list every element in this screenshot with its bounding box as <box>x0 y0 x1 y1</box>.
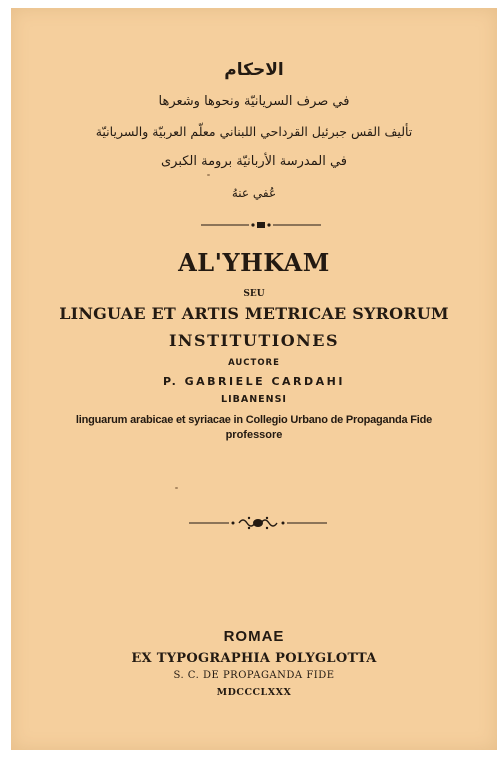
arabic-subtitle-line-4: عُفي عنهُ <box>231 186 277 200</box>
arabic-title: الاحكام <box>224 60 284 80</box>
author-description-line-1: linguarum arabicae et syriacae in Collegio Urbano de Propaganda Fide <box>75 414 433 426</box>
title-page <box>11 8 497 750</box>
author-origin: LIBANENSI <box>221 394 287 405</box>
seu-conjunction: SEU <box>243 289 265 299</box>
auctore-label: AUCTORE <box>228 358 280 368</box>
arabic-subtitle-line-3: في المدرسة الأربانيّة برومة الكبرى <box>160 154 348 169</box>
institutiones-heading: INSTITUTIONES <box>168 331 340 350</box>
paper-speck <box>207 174 210 176</box>
author-description-line-2: professore <box>225 429 283 441</box>
ornamental-rule-middle <box>189 516 327 530</box>
book-title: AL'YHKAM <box>178 248 330 277</box>
ornamental-rule-top <box>201 221 321 229</box>
imprint-congregation: S. C. DE PROPAGANDA FIDE <box>173 670 335 681</box>
author-name: P. GABRIELE CARDAHI <box>163 375 345 388</box>
arabic-subtitle-line-1: في صرف السريانيّة ونحوها وشعرها <box>158 94 350 109</box>
imprint-city: ROMAE <box>223 628 285 645</box>
latin-subtitle: LINGUAE ET ARTIS METRICAE SYRORUM <box>59 304 449 323</box>
paper-speck <box>175 487 178 489</box>
arabic-subtitle-line-2: تأليف القس جبرئيل القرداحي اللبناني معلّم العربيّة والسريانيّة <box>95 124 413 139</box>
imprint-year: MDCCCLXXX <box>216 687 292 698</box>
imprint-printer: EX TYPOGRAPHIA POLYGLOTTA <box>131 651 377 666</box>
